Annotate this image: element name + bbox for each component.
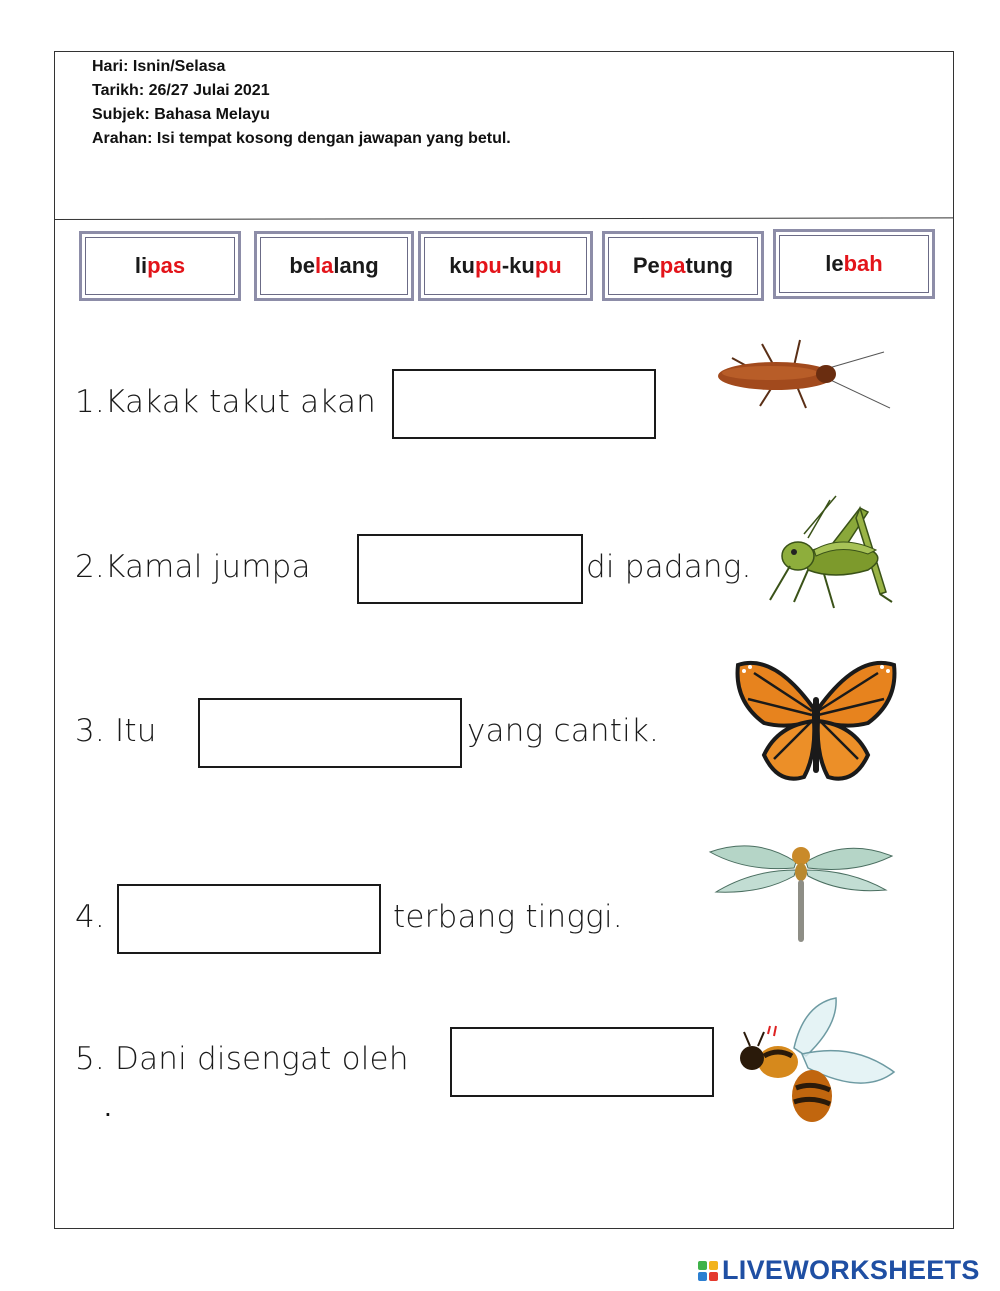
brand-name: LIVEWORKSHEETS [722,1255,980,1285]
question-5-answer[interactable] [450,1027,714,1097]
butterfly-icon [734,659,898,787]
word-card-belalang[interactable] [254,231,414,301]
question-2-text-after: di padang. [586,549,752,585]
syllable: tung [685,253,734,278]
header-day: Hari: Isnin/Selasa [92,58,226,75]
highlighted-syllable: bah [843,251,883,276]
highlighted-syllable: la [315,253,334,278]
word-card-lipas[interactable] [79,231,241,301]
question-2-text: 2.Kamal jumpa [75,549,311,585]
grasshopper-icon [764,494,896,616]
highlighted-syllable: pu [534,253,562,278]
highlighted-syllable: pa [659,253,686,278]
highlighted-syllable: pu [474,253,502,278]
cockroach-icon [714,336,894,411]
brand-logo [698,1255,980,1286]
bee-icon [734,996,898,1126]
question-4-text-after: terbang tinggi. [393,899,623,935]
question-4-text: 4. [75,899,105,935]
question-2-answer[interactable] [357,534,583,604]
header-date: Tarikh: 26/27 Julai 2021 [92,82,270,99]
syllable: be [289,253,316,278]
syllable: Pe [632,253,660,278]
word-card-kupu-kupu[interactable] [418,231,593,301]
question-1-text: 1.Kakak takut akan [75,384,377,420]
dragonfly-icon [706,834,896,948]
question-3-text: 3. Itu [75,713,157,749]
header-instruction: Arahan: Isi tempat kosong dengan jawapan yang betul. [92,130,511,147]
syllable: ku [449,253,475,278]
header-subject: Subjek: Bahasa Melayu [92,106,270,123]
question-3-answer[interactable] [198,698,462,768]
highlighted-syllable: pas [147,253,186,278]
question-1-answer[interactable] [392,369,656,439]
trailing-dot: . [104,1091,112,1122]
question-3-text-after: yang cantik. [467,713,660,749]
syllable: lang [333,253,379,278]
question-5-text: 5. Dani disengat oleh [75,1041,409,1077]
syllable: li [134,253,148,278]
question-4-answer[interactable] [117,884,381,954]
word-card-pepatung[interactable] [602,231,764,301]
word-card-lebah[interactable] [773,229,935,299]
syllable: -ku [501,253,535,278]
brand-mark-icon [698,1261,718,1281]
syllable: le [825,251,844,276]
worksheet-header [92,55,511,151]
